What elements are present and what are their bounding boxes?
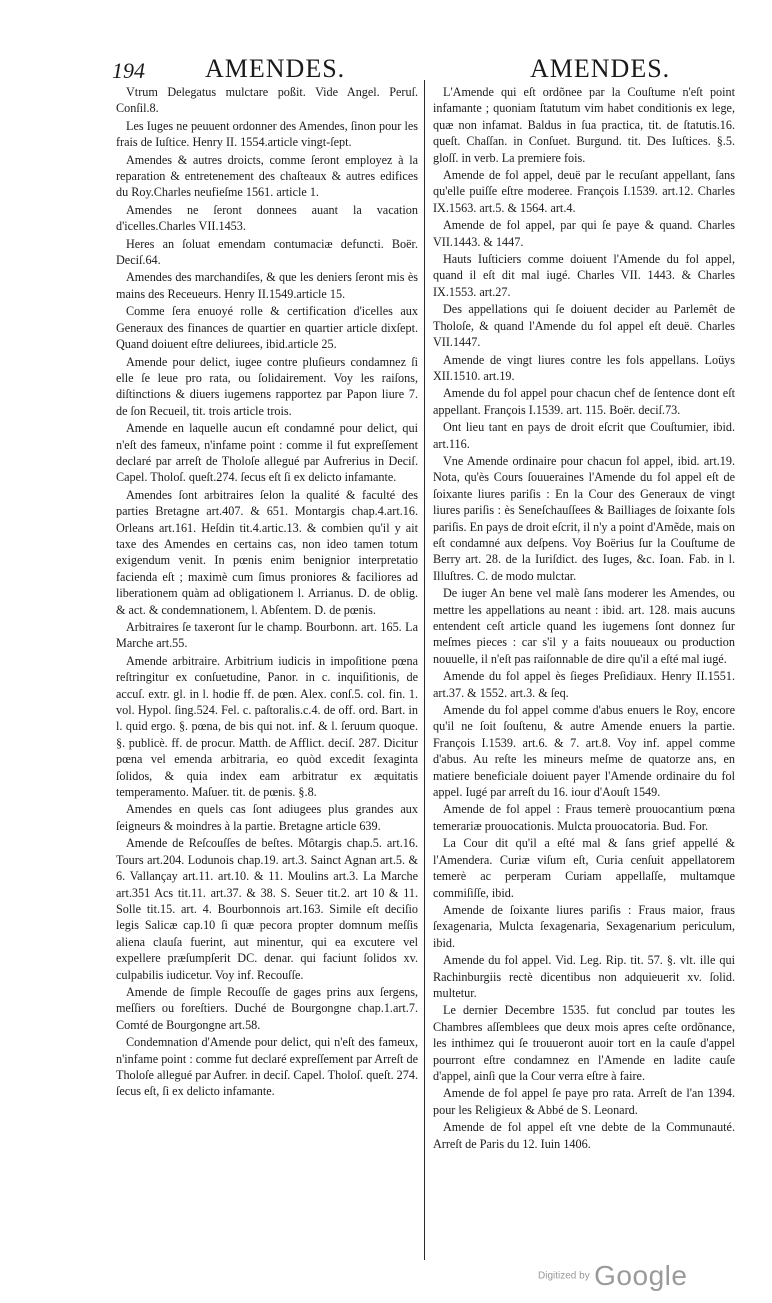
paragraph: La Cour dit qu'il a eſté mal & ſans grief appellé & l'Amendera. Curiæ viſum eſt, Curia cenſuit appellatorem temerè ac perperam Curiam appellaſſe, multamque commiſiſſe, ibid. xyxy=(433,836,735,900)
paragraph: Amendes ſont arbitraires ſelon la qualité & faculté des parties Bretagne art.407. & 651. Montargis chap.4.art.16. Orleans art.161. Heſdin tit.4.artic.13. & combien qu'il y ait taxe des Amendes en certains cas, non ideo tamen totum exigendum venit. In pœnis enim benignior interpretatio facienda eſt ; maximè cum ſimus proniores & faciliores ad liberationem quàm ad obligationem l. Arrianus. D. de oblig. & act. & condemnationem, l. Abſentem. D. de pœnis. xyxy=(116,487,418,617)
paragraph: Amende de vingt liures contre les fols appellans. Loüys XII.1510. art.19. xyxy=(433,352,735,383)
paragraph: Les Iuges ne peuuent ordonner des Amendes, ſinon pour les frais de Iuſtice. Henry II. 1554.article vingt-ſept. xyxy=(116,118,418,150)
digitization-watermark xyxy=(538,1260,687,1290)
paragraph: Amende de fol appel, par qui ſe paye & quand. Charles VII.1443. & 1447. xyxy=(433,218,735,249)
paragraph: Amendes & autres droicts, comme ſeront employez à la reparation & entretenement des chaſteaux & autres edifices du Roy.Charles neufieſme 1561. article 1. xyxy=(116,152,418,200)
left-column xyxy=(116,84,418,1214)
paragraph: Amende de ſimple Recouſſe de gages prins aux ſergens, meſſiers ou foreſtiers. Duché de Bourgongne chap.1.art.7. Comté de Bourgongne art.58. xyxy=(116,984,418,1032)
paragraph: Amende de Reſcouſſes de beſtes. Môtargis chap.5. art.16. Tours art.204. Lodunois chap.19. art.3. Sainct Agnan art.5. & 6. Vallançay art.11. art.10. & 11. Moulins art.3. La Marche art.351 Acs tit.11. art.37. & 38. S. Seuer tit.2. art 10 & 11. Solle tit.15. art. 4. Bourbonnois art.163. Simile eſt deciſio legis Salicæ cap.10 ſi quæ pecora propter domnum meſſis aliena clauſa fuerint, aut minentur, qui ea excutere vel expellere præſumpſerit DC. denar. qui faciunt ſolidos xv. culpabilis iudicetur. Voy inf. Recouſſe. xyxy=(116,836,418,982)
right-column xyxy=(433,84,735,1214)
paragraph: Vtrum Delegatus mulctare poßit. Vide Angel. Peruſ. Conſil.8. xyxy=(116,85,418,116)
column-divider xyxy=(424,80,425,1260)
paragraph: Amende du fol appel pour chacun chef de ſentence dont eſt appellant. François I.1539. art. 115. Boër. deciſ.73. xyxy=(433,386,735,417)
running-head-left: AMENDES. xyxy=(205,54,346,83)
page-number: 194 xyxy=(112,58,145,83)
paragraph: Arbitraires ſe taxeront ſur le champ. Bourbonn. art. 165. La Marche art.55. xyxy=(116,620,418,651)
paragraph: Ont lieu tant en pays de droit eſcrit que Couſtumier, ibid. art.116. xyxy=(433,420,735,451)
paragraph: Amende arbitraire. Arbitrium iudicis in impoſitione pœna reſtringitur ex conſuetudine, Panor. in c. inquiſitionis, de accuſ. extr. gl. in l. hodie ff. de pœn. Alex. conſ.5. col. fin. 1. vol. Hypol. ſing.524. Fel. c. paſtoralis.c.4. de off. ord. Bart. in l. quid ergo. §. pœna, de bis qui not. inf. & l. ſeruum quoque. §. publicè. ff. de procur. Matth. de Afflict. deciſ. 287. Dicitur pœna vel emenda arbitraria, eo quòd excedit ſexaginta ſolidos, & quia index eam arbitratur ex æquitatis temperamento. Maſuer. tit. de pœnis. §.8. xyxy=(116,653,418,800)
paragraph: Des appellations qui ſe doiuent decider au Parlemêt de Tholoſe, & quand l'Amende du fol appel eſt deuë. Charles VII.1447. xyxy=(433,302,735,350)
paragraph: Amende pour delict, iugee contre pluſieurs condamnez ſi elle ſe leue pro rata, ou ſolidairement. Voy les raiſons, diſtinctions & diuers iugemens rapportez par Papon liure 7. de ſon Recueil, tit. trois article trois. xyxy=(116,354,418,418)
paragraph: Comme ſera enuoyé rolle & certification d'icelles aux Generaux des finances de quartier en quartier article dixſept. Quand doiuent eſtre deliurees, ibid.article 25. xyxy=(116,304,418,352)
running-head-right: AMENDES. xyxy=(530,54,671,83)
paragraph: Amende en laquelle aucun eſt condamné pour delict, qui n'eſt des fameux, n'infame point : comme il fut expreſſement declaré par arreſt de Tholoſe allegué par Aufrerius in Deciſ. Capel. Tholoſ. queſt.274. ſecus eſt ſi ex delicto infamante. xyxy=(116,421,418,485)
paragraph: Le dernier Decembre 1535. fut conclud par toutes les Chambres aſſemblees que deux mois apres ceſte ordõnance, les inthimez qui ſe trouueront auoir tort en la cauſe d'appel pourront eſtre condamnez en l'Amende en ladite cauſe d'appel, ainſi que la Cour verra eſtre à faire. xyxy=(433,1003,735,1083)
digitized-by-label: Digitized by xyxy=(538,1270,590,1282)
paragraph: Amende de fol appel, deuë par le recuſant appellant, ſans qu'elle puiſſe eſtre moderee. François I.1539. art.12. Charles IX.1563. art.5. & 1564. art.4. xyxy=(433,168,735,215)
paragraph: Amendes ne ſeront donnees auant la vacation d'icelles.Charles VII.1453. xyxy=(116,202,418,234)
paragraph: Hauts Iuſticiers comme doiuent l'Amende du fol appel, quand il eſt dit mal iugé. Charles VII. 1443. & Charles IX.1553. art.27. xyxy=(433,252,735,299)
paragraph: Amendes en quels cas ſont adiugees plus grandes aux ſeigneurs & moindres à la partie. Bretagne article 639. xyxy=(116,802,418,833)
paragraph: Amende du fol appel ès ſieges Preſidiaux. Henry II.1551. art.37. & 1552. art.3. & ſeq. xyxy=(433,669,735,700)
paragraph: Amende du fol appel. Vid. Leg. Rip. tit. 57. §. vlt. ille qui Rachinburgiis rectè dicentibus non adquieuerit xv. ſolid. multetur. xyxy=(433,953,735,1000)
paragraph: Amende de fol appel : Fraus temerè prouocantium pœna temerariæ prouocationis. Mulcta prouocatoria. Bud. For. xyxy=(433,802,735,833)
google-logo: Google xyxy=(594,1260,688,1291)
paragraph: Condemnation d'Amende pour delict, qui n'eſt des fameux, n'infame point : comme fut declaré expreſſement par Arreſt de Tholoſe allegué par Aufrer. in deciſ. Capel. Tholoſ. queſt. 274. ſecus eſt, ſi ex delicto infamante. xyxy=(116,1035,418,1099)
paragraph: Vne Amende ordinaire pour chacun fol appel, ibid. art.19. Nota, qu'ès Cours ſouueraines l'Amende du fol appel eſt de ſoixante liures pariſis : En la Cour des Generaux de vingt liures pariſis : ès Seneſchauſſees & Bailliages de ſoixante ſols pariſis. En pays de droit eſcrit, il n'y a point d'Amẽde, mais on eſt condamné aux deſpens. Voy Boërius ſur la Couſtume de Berry art. 28. de la Iuriſdict. des Iuges, &c. Ioan. Fab. in l. Illuſtres. C. de modo mulctar. xyxy=(433,453,735,583)
paragraph: De iuger An bene vel malè ſans moderer les Amendes, ou mettre les appellations au neant : ibid. art. 128. mais aucuns entendent ceſt article quand les iugemens ſont donnez ſur meſmes pieces : car s'il y a faits nouueaux ou production nouuelle, il n'eſt pas raiſonnable de dire qu'il a eſté mal iugé. xyxy=(433,586,735,666)
paragraph: L'Amende qui eſt ordõnee par la Couſtume n'eſt point infamante ; quoniam ſtatutum vim habet conditionis ex lege, quæ non infamat. Baldus in ſua practica, tit. de ſtatutis.16. queſt. Chaſſan. in Conſuet. Burgund. tit. Des Iuſtices. §.5. gloſſ. in verb. La premiere fois. xyxy=(433,85,735,165)
paragraph: Amende de ſoixante liures pariſis : Fraus maior, fraus ſexagenaria, Mulcta ſexagenaria, Sexagenarium periculum, ibid. xyxy=(433,902,735,950)
paragraph: Amende de fol appel ſe paye pro rata. Arreſt de l'an 1394. pour les Religieux & Abbé de S. Leonard. xyxy=(433,1086,735,1117)
paragraph: Heres an ſoluat emendam contumaciæ defuncti. Boër. Deciſ.64. xyxy=(116,236,418,268)
paragraph: Amende du fol appel comme d'abus enuers le Roy, encore qu'il ne ſoit ſouſtenu, & autre Amende enuers la partie. François I.1539. art.6. & 7. art.8. Voy inf. appel comme d'abus. Au reſte les mineurs meſme de quatorze ans, en matiere beneficiale doiuent payer l'Amende ordinaire du fol appel. Iugé par arreſt du 16. iour d'Aouſt 1549. xyxy=(433,703,735,800)
paragraph: Amendes des marchandiſes, & que les deniers ſeront mis ès mains des Receueurs. Henry II.1549.article 15. xyxy=(116,270,418,301)
paragraph: Amende de fol appel eſt vne debte de la Communauté. Arreſt de Paris du 12. Iuin 1406. xyxy=(433,1120,735,1151)
